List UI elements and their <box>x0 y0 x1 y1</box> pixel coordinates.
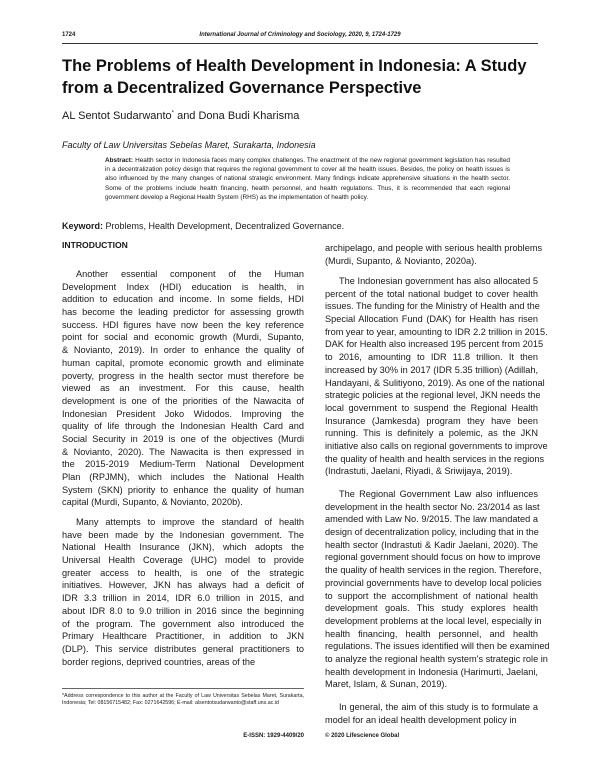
copyright: © 2020 Lifescience Global <box>325 733 400 739</box>
text-line: regional government should focus on how to improve <box>325 552 541 563</box>
text-line: to support the accomplishment of national health <box>325 590 538 601</box>
text-line: success. HDI figures have now been the key reference <box>62 319 304 330</box>
text-line: capital (Murdi, Supanto, & Novianto, 2020b). <box>62 497 243 508</box>
correspondence-footnote: *Address correspondence to this author at the Faculty of Law Universitas Sebelas Maret, Surakarta, Indonesia; Tel: 08156715482; Fax: 0271642596; E-mail: alsentotsudarwanto@staff.uns.ac.id <box>62 693 304 707</box>
text-line: The Indonesian government has also allocated 5 <box>339 276 538 286</box>
text-line: Development Index (HDI) education is health, in <box>62 281 304 292</box>
text-line: about IDR 8.0 to 9.0 trillion in 2016 since the beginning <box>62 605 304 616</box>
text-line: health financing, health personnel, and health <box>325 628 538 639</box>
keywords <box>62 221 344 231</box>
text-line: to analyze the regional health system's strategic role in <box>325 653 548 664</box>
section-heading-introduction: INTRODUCTION <box>62 240 128 250</box>
text-line: development is one of the priorities of the Nawacita of <box>62 395 304 406</box>
text-line: the quality of health and health services in the regions <box>325 453 545 464</box>
text-line: increased by 30% in 2017 (IDR 5.35 trillion) (Adillah, <box>325 364 538 375</box>
text-line: provincial governments have to develop local policies <box>325 577 542 588</box>
text-line: (Indrastuti, Jaelani, Riyadi, & Sriwijaya, 2019). <box>325 466 513 477</box>
text-line: the 2015-2019 Medium-Term National Development <box>62 459 304 470</box>
text-line: initiatives. However, JKN has always had a deficit of <box>62 580 304 591</box>
text-line: archipelago, and people with serious health problems <box>325 243 543 253</box>
text-line: National Health Insurance (JKN), which adopts the <box>62 542 304 553</box>
text-line: Indonesian President Joko Widodos. Improving the <box>62 408 304 419</box>
text-line: addition to education and income. In some fields, HDI <box>62 294 304 305</box>
text-line: amended with Law No. 9/2015. The law mandated a <box>325 514 538 525</box>
paragraph <box>62 516 304 668</box>
text-line: (DLP). This service distributes general practitioners to <box>62 643 304 654</box>
abstract-label: Abstract: <box>105 157 134 164</box>
affiliation: Faculty of Law Universitas Sebelas Maret, Surakarta, Indonesia <box>62 140 316 150</box>
paragraph <box>325 701 538 726</box>
paper-title: The Problems of Health Development in Indonesia: A Study from a Decentralized Governance Perspective <box>62 57 527 97</box>
journal-header: International Journal of Criminology and Sociology, 2020, 9, 1724-1729 <box>199 32 401 38</box>
text-line: local government to suspend the Regional Health <box>325 402 538 413</box>
text-line: percent of the total national budget to cover health <box>325 288 538 299</box>
text-line: poverty, progress in the health sector must therefore be <box>62 370 304 381</box>
text-line: & Novianto, 2020). The Nawacita is then expressed in <box>62 446 304 457</box>
text-line: System (SKN) priority to enhance the quality of human <box>62 484 304 495</box>
text-line: quality of life through the Indonesian Health Card and <box>62 421 304 432</box>
text-line: Maret, Islam, & Sunan, 2019). <box>325 679 448 690</box>
text-line: development goals. This study explores health <box>325 603 538 614</box>
text-line: the quality of health services in the region. Therefore, <box>325 565 542 576</box>
text-line: & Novianto, 2019). In order to enhance the quality of <box>62 345 304 356</box>
text-line: development in the health sector No. 23/2014 as last <box>325 501 540 512</box>
keywords-text: Problems, Health Development, Decentralized Governance. <box>103 221 345 231</box>
text-line: point for social and economic growth (Murdi, Supanto, <box>62 332 304 343</box>
text-line: regulations. The issues identified will then be examined <box>325 641 550 652</box>
text-line: In general, the aim of this study is to formulate a <box>339 702 538 712</box>
text-line: border regions, deprived countries, areas of the <box>62 656 256 667</box>
text-line: Primary Healthcare Practitioner, in addition to JKN <box>62 631 304 642</box>
author-2: and Dona Budi Kharisma <box>174 110 300 122</box>
text-line: model for an ideal health development policy in <box>325 714 517 725</box>
text-line: Plan (RPJMN), which includes the National Health <box>62 472 304 482</box>
text-line: strategic policies at the regional level, JKN needs the <box>325 390 541 401</box>
paragraph <box>62 268 304 509</box>
text-line: Many attempts to improve the standard of health <box>76 517 304 527</box>
issn: E-ISSN: 1929-4409/20 <box>243 733 304 739</box>
text-line: to 2016, amounting to IDR 11.8 trillion. It then <box>325 352 538 363</box>
abstract-text: Health sector in Indonesia faces many complex challenges. The enactment of the new regional government legislation has resulted in a decentralization policy design that requires the regional government to cover all the health issues. Besides, the policy on health issues is also influenced by the many changes of national strategic environment. Many findings indicate apprehensive situations in the health sector. Some of the problems include health financing, health personnel, and health regulations. Thus, it is recommended that each regional government develop a Regional Health System (RHS) as the implementation of health policy. <box>105 157 510 201</box>
text-line: running. This is definitely a polemic, as the JKN <box>325 428 538 439</box>
paragraph <box>325 242 543 267</box>
text-line: initiative also calls on regional governments to improve <box>325 440 548 451</box>
text-line: human capital, promote economic growth and eliminate <box>62 357 304 368</box>
text-line: Social Security in 2019 is one of the objectives (Murdi <box>62 433 304 444</box>
text-line: of the program. The government also introduced the <box>62 618 304 629</box>
text-line: from year to year, amounting to IDR 2.2 trillion in 2015. <box>325 326 548 337</box>
text-line: (Murdi, Supanto, & Novianto, 2020a). <box>325 255 477 266</box>
text-line: has become the leading predictor for assessing growth <box>62 307 304 318</box>
page-number: 1724 <box>62 32 76 38</box>
author-1: AL Sentot Sudarwanto <box>62 110 172 122</box>
corresponding-marker: * <box>171 110 175 117</box>
text-line: Special Allocation Fund (DAK) for Health has risen <box>325 314 538 325</box>
keywords-label: Keyword: <box>62 221 104 231</box>
text-line: DAK for Health also increased 195 percent from 2015 <box>325 339 544 350</box>
paragraph <box>325 488 550 691</box>
text-line: Handayani, & Sulitiyono, 2019). As one of the national <box>325 377 545 388</box>
text-line: viewed as an investment. For this cause, health <box>62 383 304 394</box>
text-line: Universal Health Coverage (UHC) model to provide <box>62 555 304 566</box>
paragraph <box>325 275 548 478</box>
text-line: IDR 3.3 trillion in 2014, IDR 6.0 trillion in 2015, and <box>62 593 304 604</box>
text-line: health sector (Indrastuti & Kadir Jaelani, 2020). The <box>325 539 538 550</box>
header-divider <box>62 43 538 44</box>
footnote-divider <box>62 688 304 689</box>
text-line: issues. The funding for the Ministry of Health and the <box>325 301 540 312</box>
text-line: Insurance (Jamkesda) program they have been <box>325 415 538 426</box>
authors <box>62 110 299 122</box>
text-line: design of decentralization policy, including that in the <box>325 527 539 538</box>
text-line: health development in Indonesia (Harimurti, Jaelani, <box>325 666 538 677</box>
text-line: have been made by the Indonesian government. The <box>62 529 304 540</box>
abstract <box>105 156 510 202</box>
text-line: development problems at the local level, especially in <box>325 615 542 626</box>
text-line: Another essential component of the Human <box>76 269 304 279</box>
text-line: greater access to health, is one of the strategic <box>62 567 304 578</box>
text-line: The Regional Government Law also influences <box>339 489 538 499</box>
